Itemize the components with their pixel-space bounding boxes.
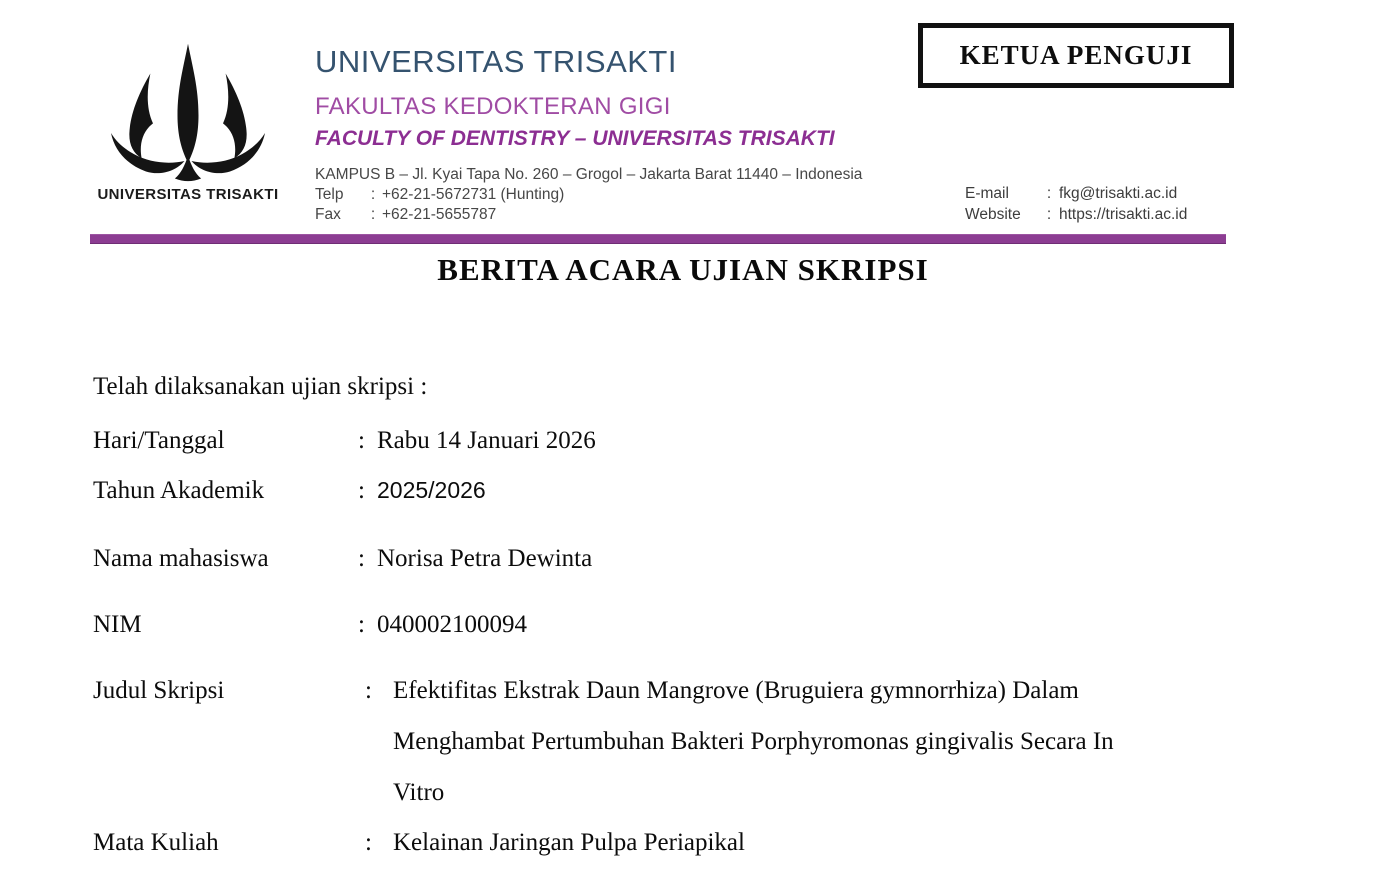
telp-value: +62-21-5672731 (Hunting) <box>382 186 565 203</box>
field-colon: : <box>358 611 365 638</box>
field-colon: : <box>358 545 365 572</box>
judul-line-1: Efektifitas Ekstrak Daun Mangrove (Bruguiera gymnorrhiza) Dalam <box>393 677 1079 704</box>
field-colon: : <box>365 829 372 856</box>
fax-row <box>315 205 862 225</box>
university-name: UNIVERSITAS TRISAKTI <box>315 44 677 79</box>
email-label: E-mail <box>965 185 1009 202</box>
field-row-tahun-akademik <box>93 474 1323 507</box>
fax-label: Fax <box>315 206 341 223</box>
field-row-judul-skripsi <box>93 674 1323 809</box>
field-label: Judul Skripsi <box>93 677 225 704</box>
campus-address: KAMPUS B – Jl. Kyai Tapa No. 260 – Grogol – Jakarta Barat 11440 – Indonesia <box>315 166 863 183</box>
fax-value: +62-21-5655787 <box>382 206 497 223</box>
document-title: BERITA ACARA UJIAN SKRIPSI <box>437 252 929 287</box>
trisakti-trident-logo-icon <box>95 42 281 182</box>
fax-colon: : <box>370 206 376 223</box>
website-row <box>965 204 1187 225</box>
field-value-multiline <box>393 674 1114 809</box>
field-label: Nama mahasiswa <box>93 545 269 572</box>
field-row-nim <box>93 608 1323 641</box>
ketua-penguji-label: KETUA PENGUJI <box>959 40 1193 70</box>
contact-block <box>965 183 1187 225</box>
faculty-name-en: FACULTY OF DENTISTRY – UNIVERSITAS TRISAKTI <box>315 127 835 150</box>
field-row-nama-mahasiswa <box>93 542 1323 575</box>
field-label: Hari/Tanggal <box>93 427 225 454</box>
university-logo <box>95 42 281 203</box>
field-label: NIM <box>93 611 142 638</box>
faculty-name-id: FAKULTAS KEDOKTERAN GIGI <box>315 93 671 120</box>
ketua-penguji-stamp-box <box>918 23 1234 88</box>
telp-label: Telp <box>315 186 344 203</box>
field-colon: : <box>358 477 365 504</box>
field-row-mata-kuliah <box>93 826 1323 859</box>
judul-line-3: Vitro <box>393 779 445 806</box>
intro-line: Telah dilaksanakan ujian skripsi : <box>93 373 428 400</box>
telp-colon: : <box>370 186 376 203</box>
field-colon: : <box>365 677 372 704</box>
website-label: Website <box>965 206 1021 223</box>
letterhead-divider-bar <box>90 234 1226 244</box>
website-value: https://trisakti.ac.id <box>1059 206 1188 223</box>
field-value: Rabu 14 Januari 2026 <box>377 427 596 454</box>
judul-line-2: Menghambat Pertumbuhan Bakteri Porphyromonas gingivalis Secara In <box>393 728 1114 755</box>
field-colon: : <box>358 427 365 454</box>
field-value: Kelainan Jaringan Pulpa Periapikal <box>393 829 745 856</box>
field-row-hari-tanggal <box>93 424 1323 457</box>
field-value: 040002100094 <box>377 611 527 638</box>
website-colon: : <box>1046 206 1052 223</box>
logo-caption: UNIVERSITAS TRISAKTI <box>97 186 279 203</box>
email-value: fkg@trisakti.ac.id <box>1059 185 1178 202</box>
field-label: Mata Kuliah <box>93 829 219 856</box>
field-value: 2025/2026 <box>377 477 486 503</box>
field-label: Tahun Akademik <box>93 477 265 504</box>
telp-row <box>315 185 862 205</box>
document-body <box>93 370 1323 859</box>
field-value: Norisa Petra Dewinta <box>377 545 593 572</box>
email-colon: : <box>1046 185 1052 202</box>
email-row <box>965 183 1187 204</box>
letterhead-text <box>315 44 862 225</box>
